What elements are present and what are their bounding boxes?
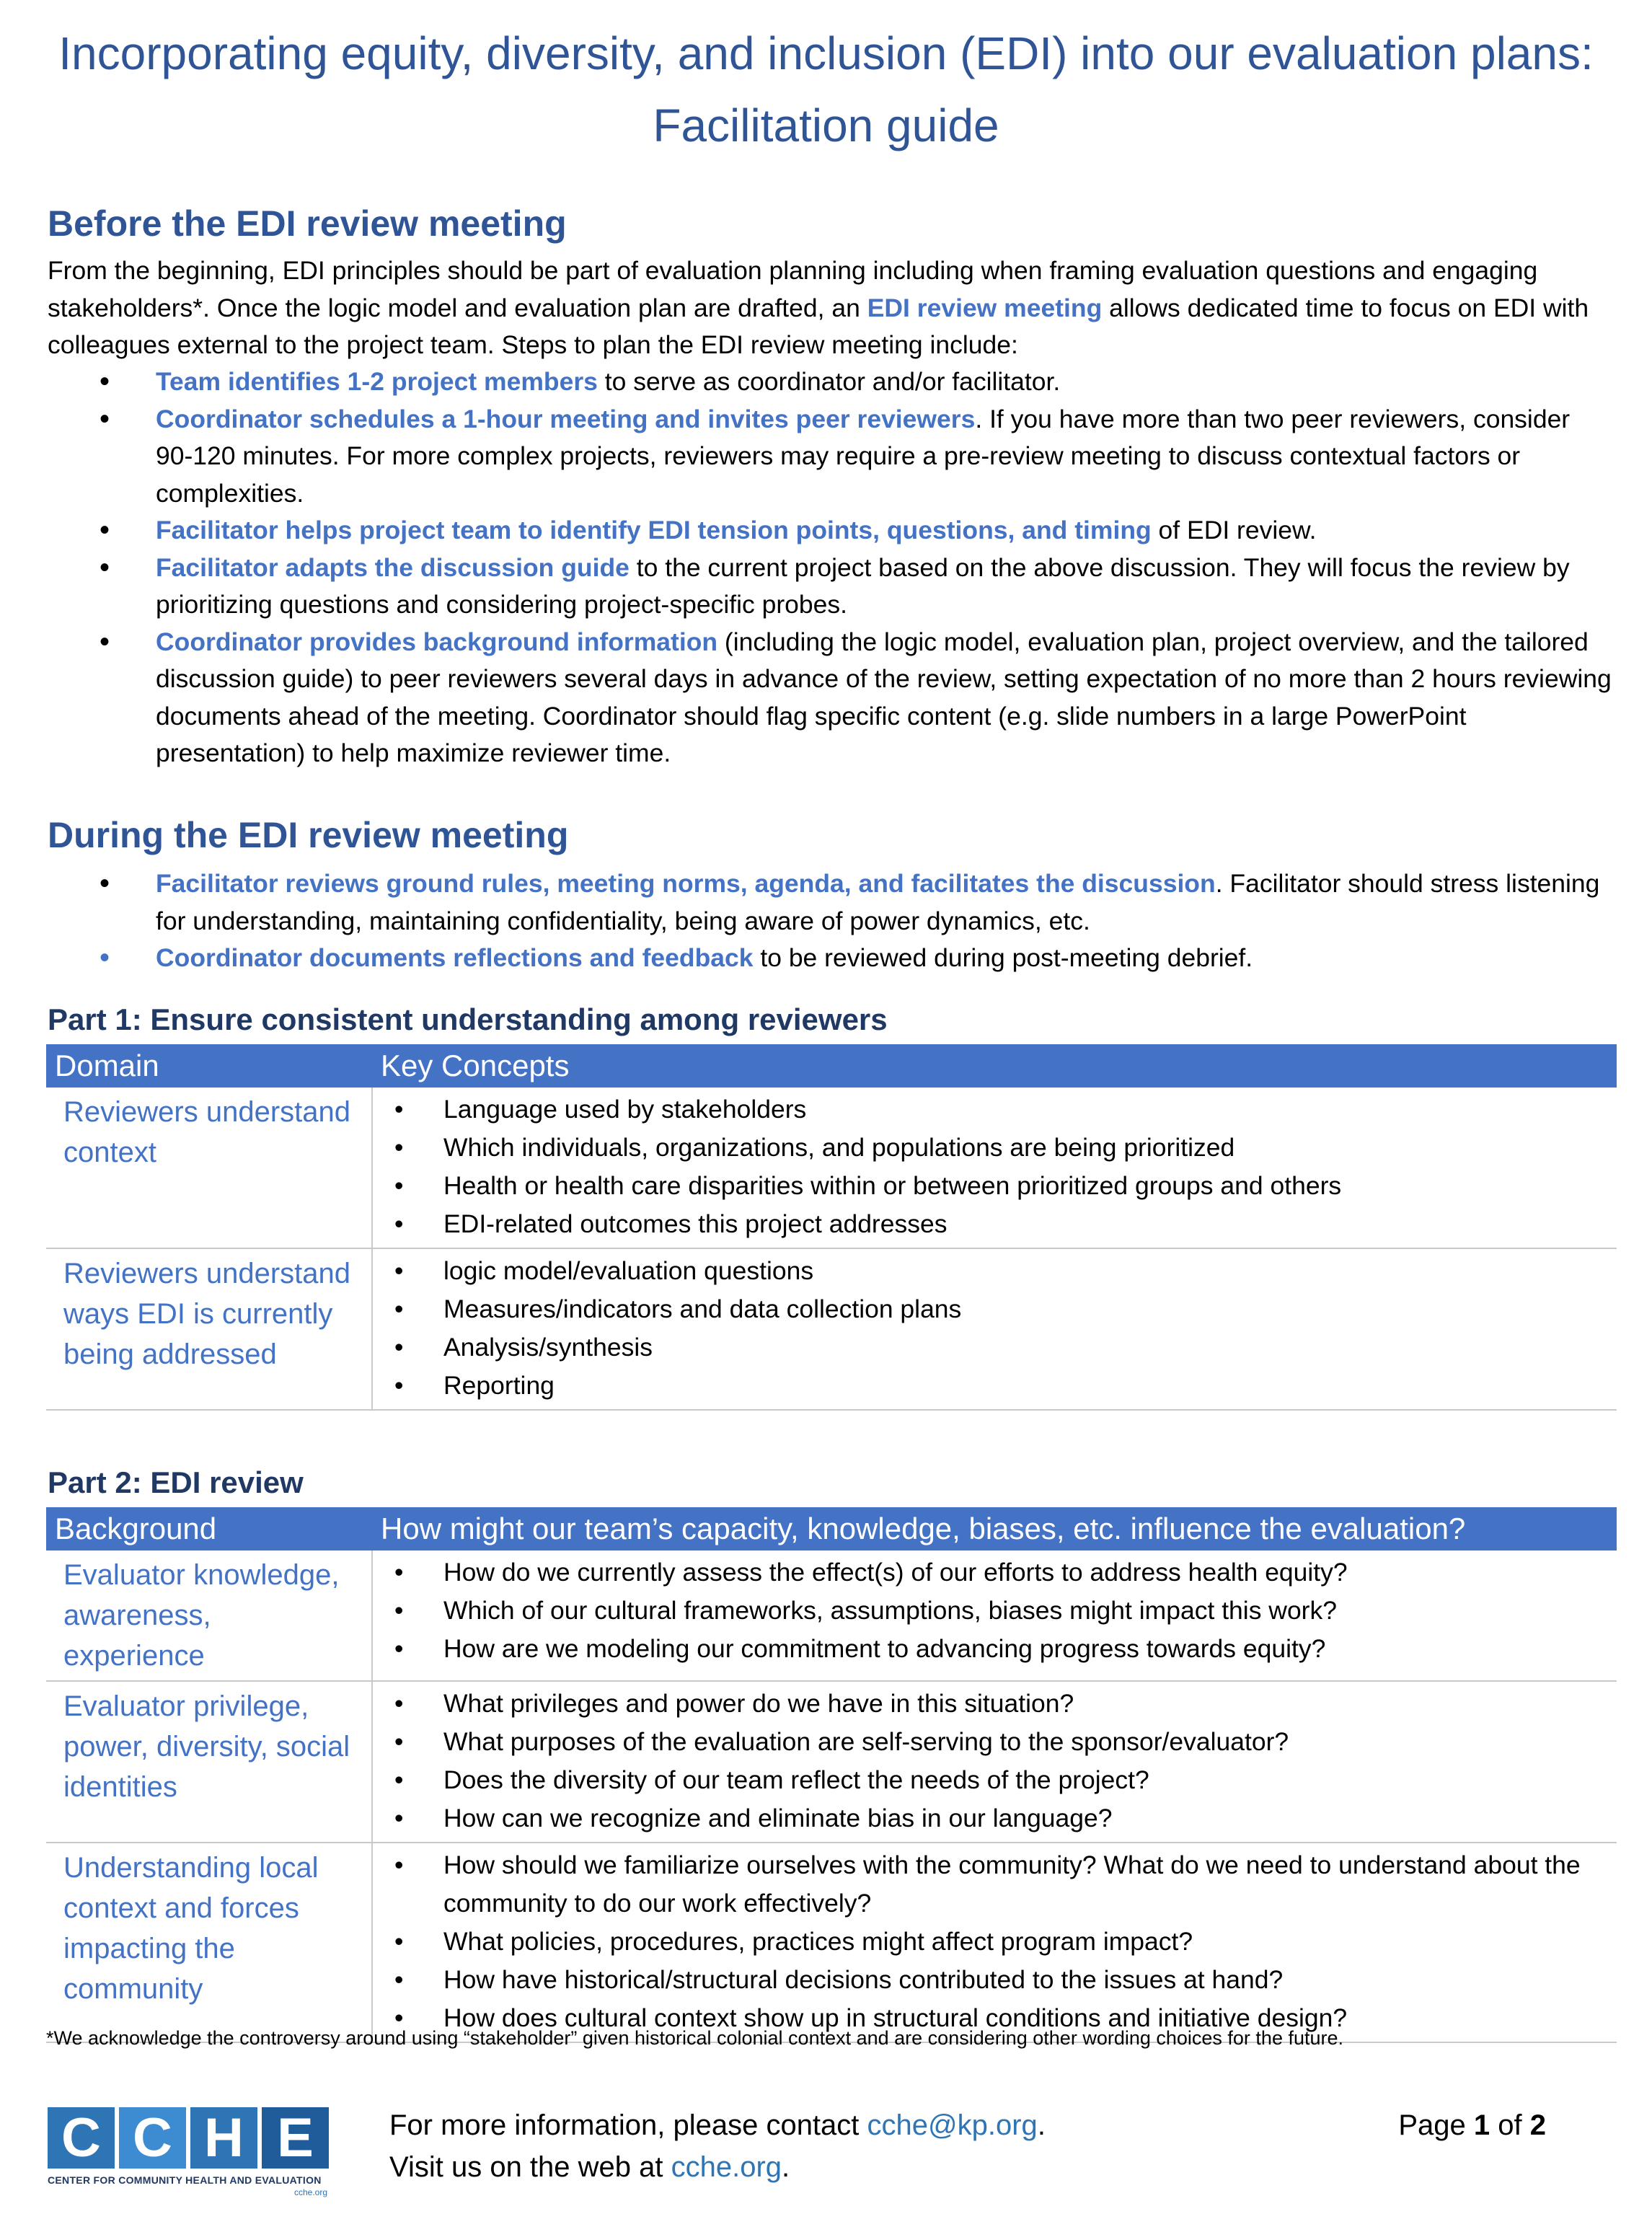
part2-heading: Part 2: EDI review [48, 1465, 304, 1499]
logo-letters [48, 2107, 330, 2169]
step-text: (including the logic model, evaluation plan, project overview, and the tailored discussion guide) to peer reviewers several days in advance of the review, setting expectation of no more than 2 hours reviewing documents ahead of the meeting. Coordinator should flag specific content (e.g. slide numbers in a large PowerPoint presentation) to help maximize reviewer time. [156, 627, 1612, 767]
page-number [1398, 2104, 1546, 2146]
table-row [46, 1681, 1617, 1843]
email-link[interactable]: cche@kp.org [867, 2109, 1038, 2141]
step-lead: Facilitator helps project team to identify EDI tension points, questions, and timing [156, 516, 1152, 544]
list-item [48, 865, 1612, 940]
logo-letter: E [262, 2107, 329, 2169]
step-text: to the current project based on the above discussion. They will focus the review by prioritizing questions and considering project-specific probes. [156, 552, 1570, 619]
web-line [389, 2146, 1046, 2188]
col-question-header: How might our team’s capacity, knowledge, biases, etc. influence the evaluation? [372, 1507, 1617, 1551]
list-item: • Reporting [373, 1367, 1608, 1405]
col-background-header: Background [46, 1507, 372, 1551]
list-item: • What policies, procedures, practices might affect program impact? [373, 1923, 1608, 1961]
domain-cell: Understanding local context and forces impacting the community [46, 1843, 372, 2042]
list-item: • Language used by stakeholders [373, 1090, 1608, 1129]
cche-logo [48, 2107, 330, 2197]
table-row [46, 1551, 1617, 1681]
questions-cell [372, 1551, 1617, 1681]
step-lead: Coordinator schedules a 1-hour meeting and invites peer reviewers [156, 404, 976, 433]
list-item: • What privileges and power do we have in this situation? [373, 1685, 1608, 1723]
list-item: • EDI-related outcomes this project addresses [373, 1205, 1608, 1243]
page-word: Page [1398, 2109, 1474, 2141]
col-domain-header: Domain [46, 1044, 372, 1088]
contact-line [389, 2104, 1046, 2146]
logo-letter: H [190, 2107, 257, 2169]
section-heading-before: Before the EDI review meeting [48, 203, 567, 244]
list-item: • Which individuals, organizations, and populations are being prioritized [373, 1129, 1608, 1167]
intro-text-1: From the beginning, EDI principles should be part of evaluation planning including when framing evaluation questions and engaging stakeholders*. Once the logic model and evaluation plan are drafted, an [48, 256, 1538, 322]
page-total: 2 [1529, 2109, 1546, 2141]
step-lead: Coordinator provides background information [156, 627, 718, 656]
domain-cell: Reviewers understand ways EDI is currently being addressed [46, 1248, 372, 1410]
col-concepts-header: Key Concepts [372, 1044, 1617, 1088]
list-item [48, 401, 1612, 513]
list-item: • How have historical/structural decisions contributed to the issues at hand? [373, 1961, 1608, 1999]
contact-suffix: . [1037, 2109, 1046, 2141]
table-row [46, 1088, 1617, 1248]
list-item: • How do we currently assess the effect(s) of our efforts to address health equity? [373, 1553, 1608, 1592]
step-lead: Team identifies 1-2 project members [156, 367, 598, 396]
page-title: Incorporating equity, diversity, and inclusion (EDI) into our evaluation plans: Facilitation guide [58, 27, 1594, 151]
step-lead: Coordinator documents reflections and feedback [156, 943, 754, 972]
list-item: • How should we familiarize ourselves with the community? What do we need to understand about the community to do our work effectively? [373, 1846, 1608, 1923]
table-header-row [46, 1044, 1617, 1088]
list-item: • Analysis/synthesis [373, 1328, 1608, 1367]
part1-heading: Part 1: Ensure consistent understanding among reviewers [48, 1002, 888, 1036]
footnote: *We acknowledge the controversy around using “stakeholder” given historical colonial context and are considering other wording choices for the future. [46, 2027, 1344, 2049]
table-row [46, 1843, 1617, 2042]
table-header-row [46, 1507, 1617, 1551]
concepts-cell [372, 1248, 1617, 1410]
step-text: . If you have more than two peer reviewers, consider 90-120 minutes. For more complex projects, reviewers may require a pre-review meeting to discuss contextual factors or complexities. [156, 404, 1571, 508]
page-of: of [1490, 2109, 1530, 2141]
list-item: • How does cultural context show up in structural conditions and initiative design? [373, 1999, 1608, 2037]
list-item: • logic model/evaluation questions [373, 1252, 1608, 1290]
step-text: . Facilitator should stress listening for understanding, maintaining confidentiality, being aware of power dynamics, etc. [156, 869, 1600, 935]
list-item [48, 940, 1612, 977]
step-lead: Facilitator adapts the discussion guide [156, 552, 630, 582]
logo-url: cche.org [293, 2187, 327, 2197]
list-item [48, 363, 1612, 401]
list-item: • Does the diversity of our team reflect the needs of the project? [373, 1761, 1608, 1799]
edi-review-meeting-link: EDI review meeting [867, 293, 1103, 322]
website-link[interactable]: cche.org [671, 2151, 782, 2183]
concepts-cell [372, 1088, 1617, 1248]
step-text: to be reviewed during post-meeting debrief. [753, 943, 1253, 972]
step-text: to serve as coordinator and/or facilitator. [597, 367, 1061, 396]
list-item [48, 512, 1612, 550]
during-list [48, 865, 1612, 977]
table-row [46, 1248, 1617, 1410]
web-suffix: . [782, 2151, 790, 2183]
list-item: • Measures/indicators and data collection plans [373, 1290, 1608, 1328]
web-prefix: Visit us on the web at [389, 2151, 671, 2183]
domain-cell: Reviewers understand context [46, 1088, 372, 1248]
contact-block [389, 2104, 1046, 2188]
list-item: • Which of our cultural frameworks, assumptions, biases might impact this work? [373, 1592, 1608, 1630]
step-text: of EDI review. [1151, 516, 1317, 544]
logo-subtitle: CENTER FOR COMMUNITY HEALTH AND EVALUATION [48, 2174, 322, 2186]
questions-cell [372, 1681, 1617, 1843]
list-item: • What purposes of the evaluation are self-serving to the sponsor/evaluator? [373, 1723, 1608, 1761]
section-heading-during: During the EDI review meeting [48, 815, 569, 855]
part2-table [46, 1507, 1617, 2043]
before-steps-list [48, 363, 1612, 772]
contact-prefix: For more information, please contact [389, 2109, 867, 2141]
list-item [48, 550, 1612, 624]
intro-text-2: allows dedicated time to focus on EDI with colleagues external to the project team. Steps to plan the EDI review meeting include: [48, 293, 1589, 359]
domain-cell: Evaluator privilege, power, diversity, social identities [46, 1681, 372, 1843]
part1-table [46, 1044, 1617, 1411]
questions-cell [372, 1843, 1617, 2042]
list-item: • Health or health care disparities within or between prioritized groups and others [373, 1167, 1608, 1205]
list-item: • How can we recognize and eliminate bias in our language? [373, 1799, 1608, 1838]
list-item: • How are we modeling our commitment to advancing progress towards equity? [373, 1630, 1608, 1668]
logo-letter: C [48, 2107, 115, 2169]
logo-letter: C [119, 2107, 186, 2169]
domain-cell: Evaluator knowledge, awareness, experience [46, 1551, 372, 1681]
step-lead: Facilitator reviews ground rules, meeting norms, agenda, and facilitates the discussion [156, 869, 1216, 898]
page-current: 1 [1473, 2109, 1490, 2141]
before-intro [48, 252, 1605, 364]
list-item [48, 624, 1612, 772]
